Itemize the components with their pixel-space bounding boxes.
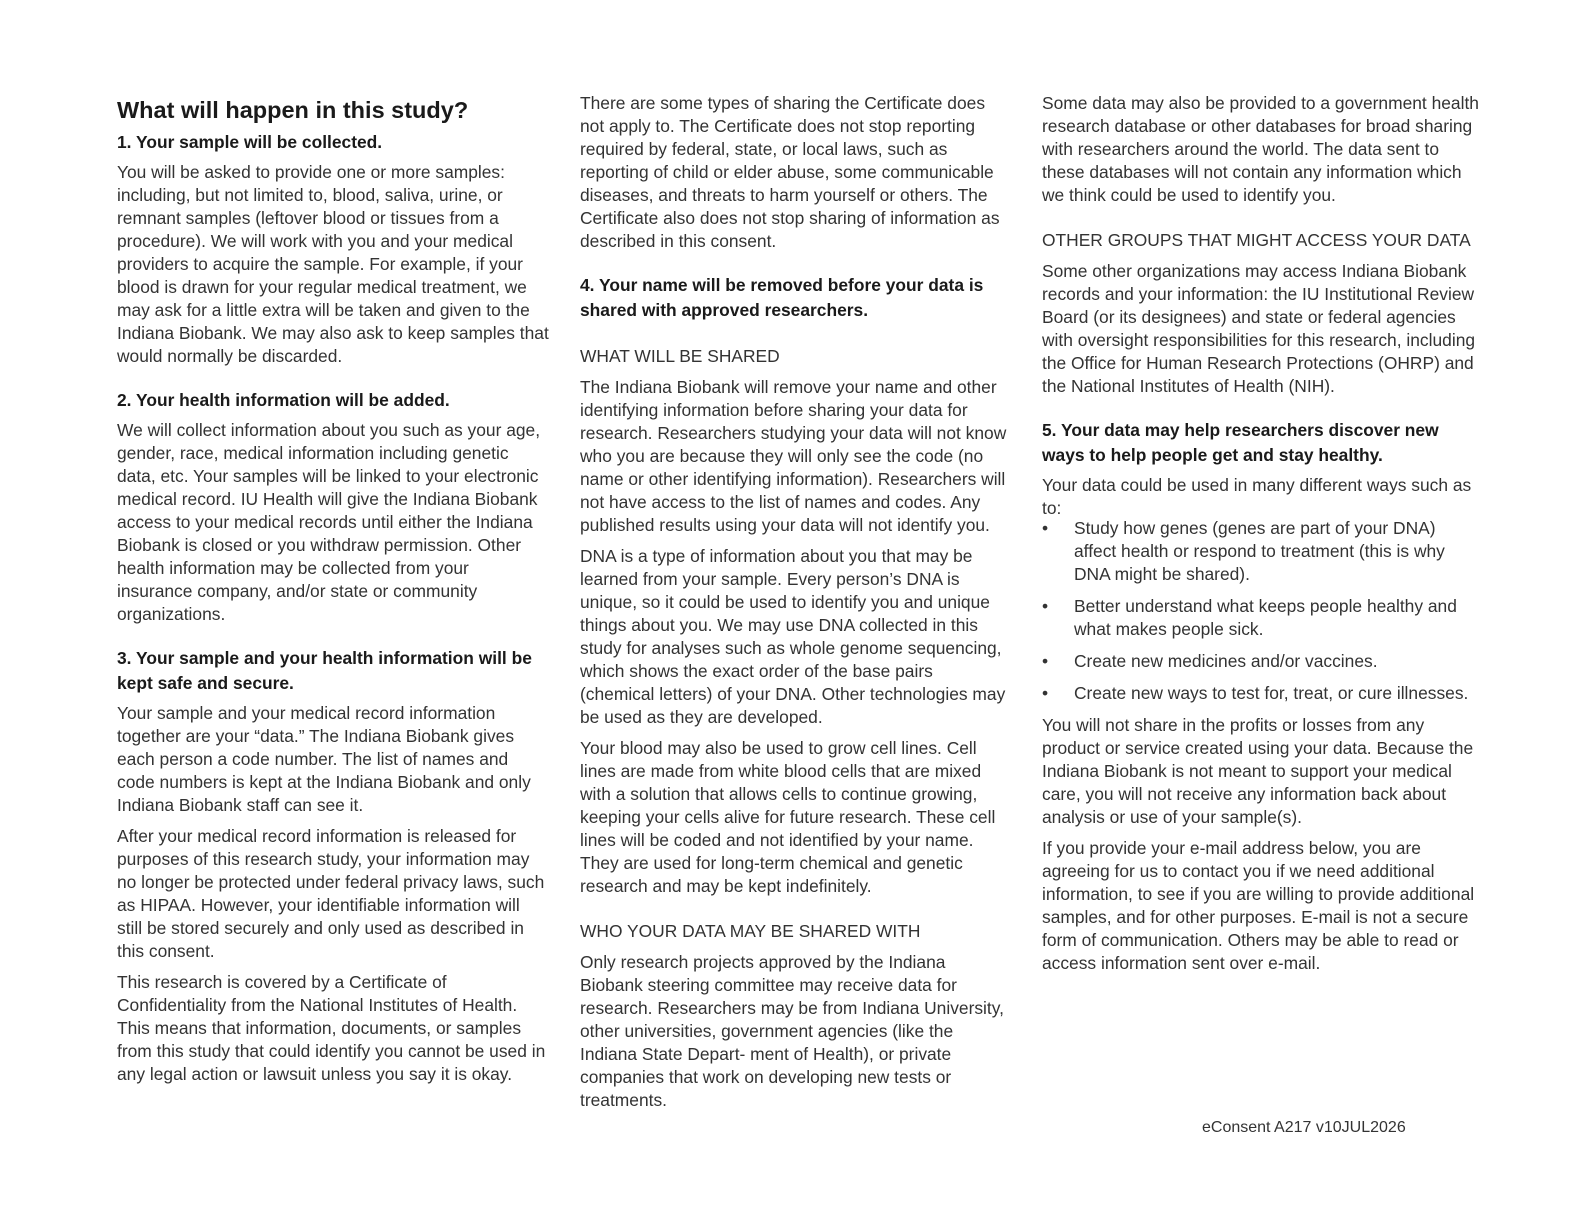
list-item-text: Create new ways to test for, treat, or cure illnesses. — [1074, 683, 1469, 703]
list-item-text: Better understand what keeps people healthy and what makes people sick. — [1074, 596, 1457, 639]
list-item — [1042, 682, 1482, 705]
other-groups-label: OTHER GROUPS THAT MIGHT ACCESS YOUR DATA — [1042, 230, 1471, 250]
section-3-paragraph-certificate: This research is covered by a Certificate of Confidentiality from the National Institutes of Health. This means that information, documents, or samples from this study that could identify you cannot be used in any legal action or lawsuit unless you say it is okay. — [117, 972, 546, 1084]
section-5-heading: 5. Your data may help researchers discover new ways to help people get and stay healthy. — [1042, 420, 1439, 465]
data-uses-intro: Your data could be used in many different ways such as to: — [1042, 475, 1472, 518]
dna-paragraph: DNA is a type of information about you that may be learned from your sample. Every person’s DNA is unique, so it could be used to identify you and unique things about you. We may use DNA collected in this study for analyses such as whole genome sequencing, which shows the exact order of the base pairs (chemical letters) of your DNA. Other technologies may be used as they are developed. — [580, 546, 1006, 727]
data-uses-list — [1042, 517, 1482, 705]
list-item — [1042, 650, 1482, 673]
section-2-heading: 2. Your health information will be added. — [117, 390, 450, 410]
cell-lines-paragraph: Your blood may also be used to grow cell lines. Cell lines are made from white blood cells that are mixed with a solution that allows cells to continue growing, keeping your cells alive for future research. These cell lines will be coded and not identified by your name. They are used for long-term chemical and genetic research and may be kept indefinitely. — [580, 738, 996, 896]
column-right — [1042, 92, 1482, 983]
identity-removal-paragraph: The Indiana Biobank will remove your name and other identifying information before sharing your data for research. Researchers studying your data will not know who you are because they will only see the code (no name or other identifying information). Researchers will not have access to the list of names and codes. Any published results using your data will not identify you. — [580, 377, 1007, 535]
email-paragraph: If you provide your e-mail address below, you are agreeing for us to contact you if we need additional information, to see if you are willing to provide additional samples, and for other purposes. E-mail is not a secure form of communication. Others may be able to read or access information sent over e-mail. — [1042, 838, 1475, 973]
section-3-heading: 3. Your sample and your health information will be kept safe and secure. — [117, 648, 532, 693]
section-2-paragraph: We will collect information about you such as your age, gender, race, medical information including genetic data, etc. Your samples will be linked to your electronic medical record. IU Health will give the Indiana Biobank access to your medical records until either the Indiana Biobank is closed or you withdraw permission. Other health information may be collected from your insurance company, and/or state or community organizations. — [117, 420, 541, 624]
section-1-paragraph: You will be asked to provide one or more samples: including, but not limited to, blood, saliva, urine, or remnant samples (leftover blood or tissues from a procedure). We will work with you and your medical providers to acquire the sample. For example, if your blood is drawn for your regular medical treatment, we may ask for a little extra will be taken and given to the Indiana Biobank. We may also ask to keep samples that would normally be discarded. — [117, 162, 549, 366]
section-3-paragraph-data: Your sample and your medical record information together are your “data.” The Indiana Biobank gives each person a code number. The list of names and code numbers is kept at the Indiana Biobank and only Indiana Biobank staff can see it. — [117, 703, 531, 815]
list-item-text: Study how genes (genes are part of your DNA) affect health or respond to treatment (this is why DNA might be shared). — [1074, 518, 1445, 584]
other-organizations-paragraph: Some other organizations may access Indiana Biobank records and your information: the IU Institutional Review Board (or its designees) and state or federal agencies with oversight responsibilities for this research, including the Office for Human Research Protections (OHRP) and the National Institutes of Health (NIH). — [1042, 261, 1476, 396]
list-item — [1042, 595, 1482, 641]
bullet-icon: • — [1042, 683, 1049, 703]
section-1-heading: 1. Your sample will be collected. — [117, 132, 383, 152]
bullet-icon: • — [1042, 518, 1049, 538]
profits-paragraph: You will not share in the profits or losses from any product or service created using your data. Because the Indiana Biobank is not meant to support your medical care, you will not receive any information back about analysis or use of your sample(s). — [1042, 715, 1474, 827]
page-title: What will happen in this study? — [117, 97, 469, 123]
list-item — [1042, 517, 1482, 586]
list-item-text: Create new medicines and/or vaccines. — [1074, 651, 1378, 671]
bullet-icon: • — [1042, 596, 1049, 616]
bullet-icon: • — [1042, 651, 1049, 671]
government-database-paragraph: Some data may also be provided to a government health research database or other databases for broad sharing with researchers around the world. The data sent to these databases will not contain any information which we think could be used to identify you. — [1042, 93, 1479, 205]
section-3-paragraph-release: After your medical record information is released for purposes of this research study, your information may no longer be protected under federal privacy laws, such as HIPAA. However, your identifiable information will still be stored securely and only used as described in this consent. — [117, 826, 545, 961]
column-left — [117, 92, 549, 1094]
what-will-be-shared-label: WHAT WILL BE SHARED — [580, 346, 780, 366]
approved-researchers-paragraph: Only research projects approved by the Indiana Biobank steering committee may receive data for research. Researchers may be from Indiana University, other universities, government agencies (like the Indiana State Depart- ment of Health), or private companies that work on developing new tests or treatments. — [580, 952, 1004, 1110]
who-shared-with-label: WHO YOUR DATA MAY BE SHARED WITH — [580, 921, 921, 941]
certificate-exceptions-paragraph: There are some types of sharing the Certificate does not apply to. The Certificate does not stop reporting required by federal, state, or local laws, such as reporting of child or elder abuse, some communicable diseases, and threats to harm yourself or others. The Certificate also does not stop sharing of information as described in this consent. — [580, 93, 1000, 251]
document-version-footer: eConsent A217 v10JUL2026 — [1202, 1119, 1406, 1136]
column-middle — [580, 92, 1012, 1120]
section-4-heading: 4. Your name will be removed before your data is shared with approved researchers. — [580, 275, 984, 320]
